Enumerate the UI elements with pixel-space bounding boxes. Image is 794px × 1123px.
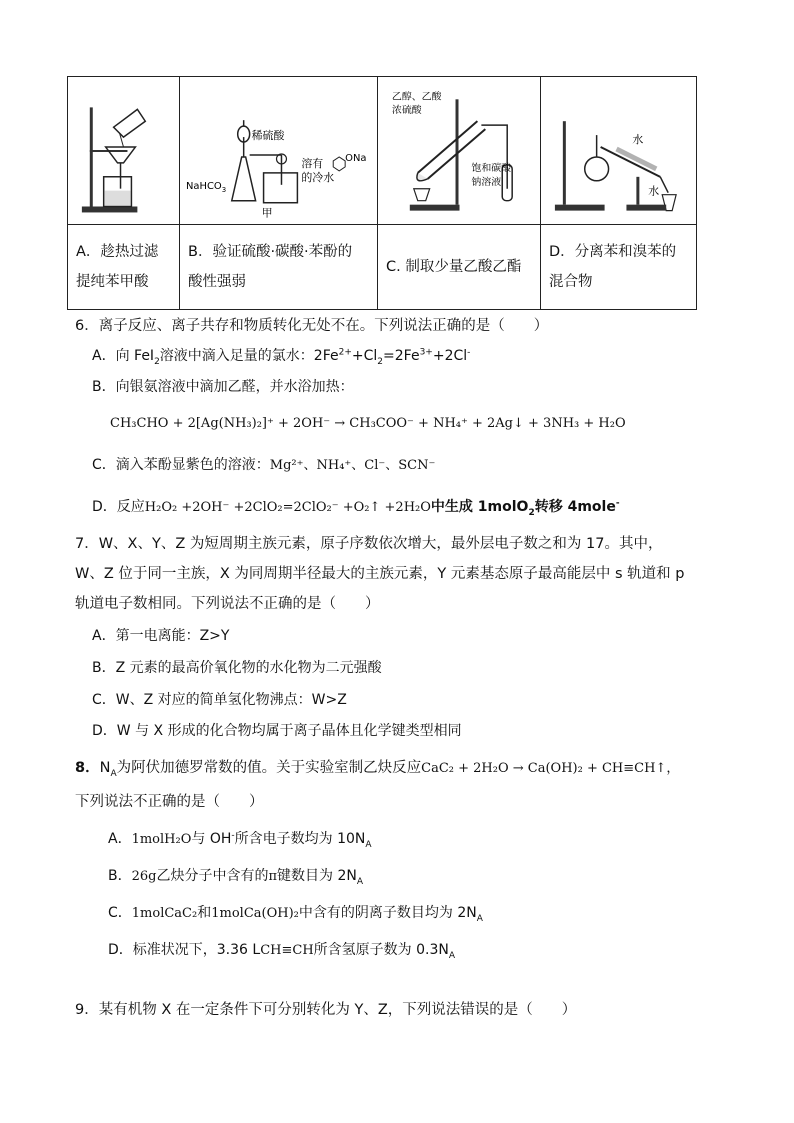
q8-stem-line-2: 下列说法不正确的是（ ） bbox=[75, 794, 264, 810]
q9-stem: 9．某有机物 X 在一定条件下可分别转化为 Y、Z，下列说法错误的是（ ） bbox=[75, 1002, 577, 1018]
q6-option-b-equation: CH₃CHO + 2[Ag(NH₃)₂]⁺ + 2OH⁻ → CH₃COO⁻ + NH₄⁺ + 2Ag↓ + 3NH₃ + H₂O bbox=[110, 416, 626, 431]
fig-c-receiver-label-2: 钠溶液 bbox=[471, 176, 502, 188]
fig-d-water-in-label: 水 bbox=[632, 133, 644, 147]
hot-filtration-apparatus-icon bbox=[68, 77, 179, 224]
figure-b-cell bbox=[180, 77, 378, 225]
q6-stem: 6．离子反应、离子共存和物质转化无处不在。下列说法正确的是（ ） bbox=[75, 318, 549, 334]
caption-d: D．分离苯和溴苯的 混合物 bbox=[541, 225, 697, 310]
apparatus-table bbox=[67, 76, 697, 310]
q7-stem-line-3: 轨道电子数相同。下列说法不正确的是（ ） bbox=[75, 596, 380, 612]
fig-b-solution-label-1: 溶有 bbox=[301, 156, 324, 170]
distillation-apparatus-icon bbox=[541, 77, 696, 224]
q8-option-d: D．标准状况下，3.36 LCH≡CH所含氢原子数为 $0.3N_A$ bbox=[108, 942, 456, 961]
q7-option-b: B．Z 元素的最高价氧化物的水化物为二元强酸 bbox=[92, 660, 382, 676]
q6-option-a: A．向 FeI$_2$溶液中滴入足量的氯水：$2Fe^{2+}+Cl_2=2Fe^{3+}+2Cl^-$ bbox=[92, 347, 471, 367]
q7-option-d: D．W 与 X 形成的化合物均属于离子晶体且化学键类型相同 bbox=[92, 723, 462, 739]
fig-b-vessel-label: 甲 bbox=[261, 206, 273, 220]
q7-stem-line-2: W、Z 位于同一主族，X 为同周期半径最大的主族元素，Y 元素基态原子最高能层中 s 轨道和 p bbox=[75, 566, 685, 582]
q7-option-a: A．第一电离能：Z>Y bbox=[92, 628, 230, 644]
figure-d-cell bbox=[541, 77, 697, 225]
fig-c-reagent-label-2: 浓硫酸 bbox=[391, 105, 422, 117]
figure-a-cell bbox=[68, 77, 180, 225]
caption-a: A．趁热过滤 提纯苯甲酸 bbox=[68, 225, 180, 310]
fig-d-water-out-label: 水 bbox=[648, 184, 660, 198]
fig-b-salt-label: NaHCO$_3$ bbox=[185, 180, 227, 194]
caption-b: B．验证硫酸·碳酸·苯酚的 酸性强弱 bbox=[180, 225, 378, 310]
fig-c-receiver-label-1: 饱和碳酸 bbox=[471, 162, 512, 174]
caption-c: C. 制取少量乙酸乙酯 bbox=[378, 225, 541, 310]
q8-option-b: B．26g乙炔分子中含有的π键数目为 $2N_A$ bbox=[108, 868, 364, 887]
q8-option-c: C．1molCaC₂和1molCa(OH)₂中含有的阴离子数目均为 $2N_A$ bbox=[108, 905, 483, 924]
q6-option-d: D．反应H₂O₂ +2OH⁻ +2ClO₂=2ClO₂⁻ +O₂↑ +2H₂O中生成 1molO$_2$转移 4mole- bbox=[92, 498, 620, 518]
q6-option-b: B．向银氨溶液中滴加乙醛，并水浴加热： bbox=[92, 379, 354, 395]
q8-stem-line-1: 8．$N_A$为阿伏加德罗常数的值。关于实验室制乙炔反应CaC₂ + 2H₂O → Ca(OH)₂ + CH≡CH↑， bbox=[75, 760, 680, 779]
fig-b-acid-label: 稀硫酸 bbox=[251, 129, 285, 143]
fig-b-solution-label-2: 的冷水 bbox=[301, 170, 335, 184]
q7-stem-line-1: 7．W、X、Y、Z 为短周期主族元素，原子序数依次增大，最外层电子数之和为 17。其中， bbox=[75, 536, 663, 552]
fig-b-ona-label: ONa bbox=[345, 152, 367, 164]
fig-c-reagent-label-1: 乙醇、乙酸 bbox=[391, 91, 442, 103]
q7-option-c: C．W、Z 对应的简单氢化物沸点：W>Z bbox=[92, 692, 347, 708]
ester-preparation-apparatus-icon bbox=[378, 77, 540, 224]
q8-option-a: A．1molH₂O与 OH-所含电子数均为 $10N_A$ bbox=[108, 830, 372, 850]
acid-strength-apparatus-icon bbox=[180, 77, 377, 224]
figure-c-cell bbox=[378, 77, 541, 225]
q6-option-c: C．滴入苯酚显紫色的溶液：Mg²⁺、NH₄⁺、Cl⁻、SCN⁻ bbox=[92, 457, 436, 473]
benzene-ring-icon bbox=[333, 157, 345, 171]
